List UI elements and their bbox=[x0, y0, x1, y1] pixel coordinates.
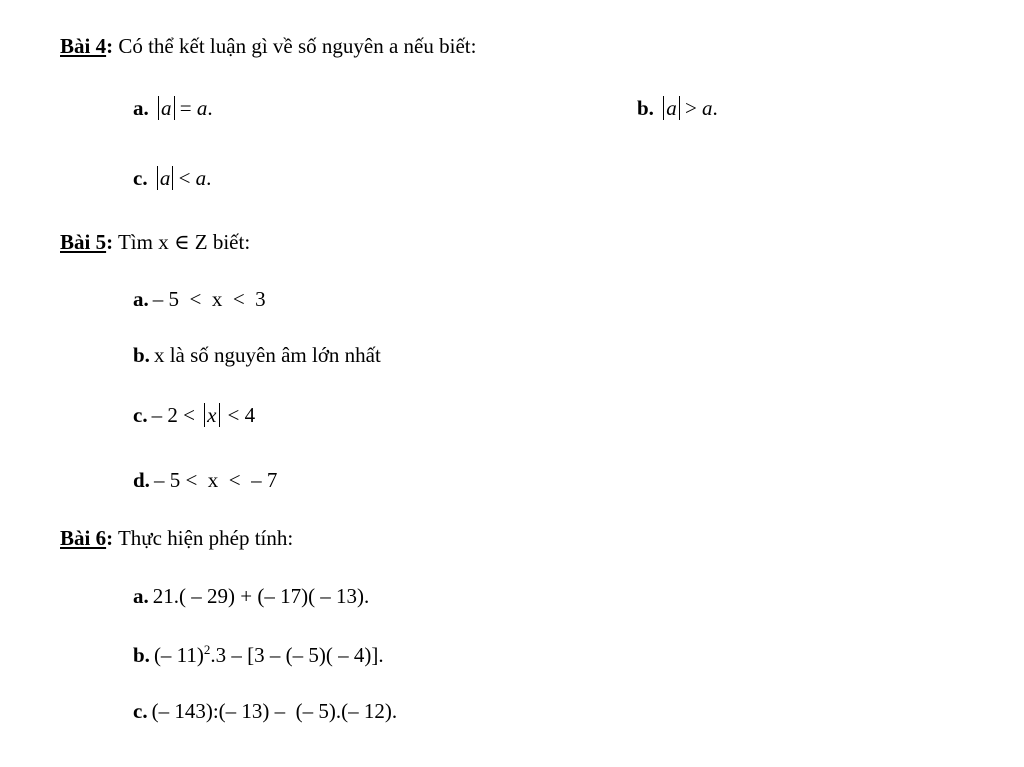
exercise-4-item-c: c. a < a. bbox=[133, 166, 212, 190]
exercise-6-heading: Bài 6: Thực hiện phép tính: bbox=[60, 526, 294, 550]
exercise-6-label: Bài 6 bbox=[60, 526, 107, 550]
exercise-5-item-d: d. – 5 < x < – 7 bbox=[133, 468, 278, 492]
exercise-4-item-a: a. a = a. bbox=[133, 96, 213, 120]
exercise-5-item-b: b. x là số nguyên âm lớn nhất bbox=[133, 343, 381, 367]
exercise-5-label: Bài 5 bbox=[60, 230, 107, 254]
exercise-5-item-a: a. – 5 < x < 3 bbox=[133, 287, 266, 311]
exercise-6-text: Thực hiện phép tính: bbox=[113, 526, 294, 550]
exercise-6-item-a: a. 21.( – 29) + (– 17)( – 13). bbox=[133, 584, 370, 608]
exercise-4-label: Bài 4 bbox=[60, 34, 107, 58]
exercise-5-item-c: c. – 2 < x < 4 bbox=[133, 403, 256, 427]
exercise-4-text: Có thể kết luận gì về số nguyên a nếu biết: bbox=[113, 34, 477, 58]
exercise-6-item-c: c. (– 143):(– 13) – (– 5).(– 12). bbox=[133, 699, 398, 723]
exercise-5-heading: Bài 5: Tìm x ∈ Z biết: bbox=[60, 230, 251, 254]
exercise-5-text: Tìm x ∈ Z biết: bbox=[113, 230, 251, 254]
exercise-4-item-b: b. a > a. bbox=[637, 96, 718, 120]
exercise-6-item-b: b. (– 11)$^2$.3 – [3 – (– 5)( – 4)]. bbox=[133, 642, 384, 667]
exercise-4-heading: Bài 4: Có thể kết luận gì về số nguyên a nếu biết: bbox=[60, 34, 477, 58]
